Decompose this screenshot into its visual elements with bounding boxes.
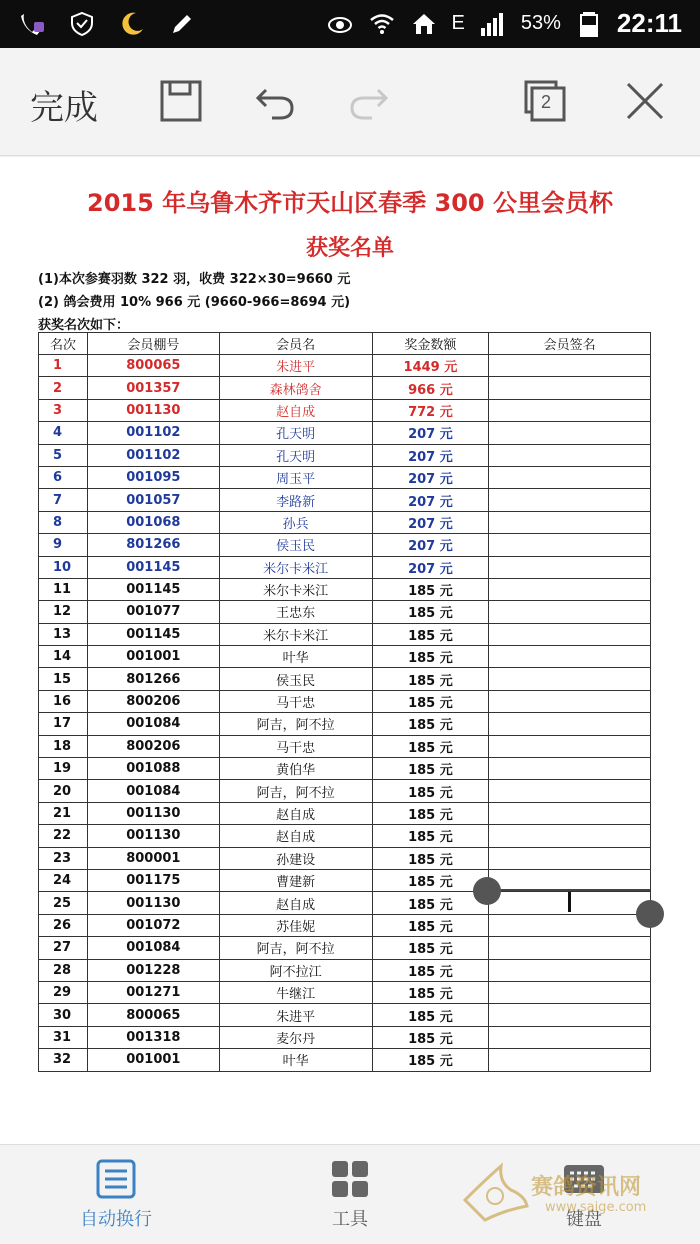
member-id-cell: 001145	[87, 623, 219, 645]
save-icon[interactable]	[158, 78, 204, 124]
rank-cell: 27	[39, 937, 88, 959]
rank-cell: 14	[39, 646, 88, 668]
member-id-cell: 001084	[87, 780, 219, 802]
rank-cell: 10	[39, 556, 88, 578]
close-icon[interactable]	[622, 78, 668, 124]
rank-cell: 18	[39, 735, 88, 757]
word-wrap-label: 自动换行	[80, 1209, 152, 1230]
table-row	[39, 355, 651, 377]
table-row	[39, 713, 651, 735]
battery-percent: 53%	[520, 12, 561, 34]
note-line: (1)本次参赛羽数 322 羽，收费 322×30=9660 元	[38, 272, 351, 287]
header-rank: 名次	[39, 333, 88, 355]
prize-cell: 185 元	[372, 713, 489, 735]
signature-cell	[489, 668, 651, 690]
member-name-cell: 马干忠	[219, 690, 372, 712]
signature-cell	[489, 511, 651, 533]
shield-icon	[68, 10, 96, 38]
rank-cell: 3	[39, 399, 88, 421]
prize-cell: 207 元	[372, 556, 489, 578]
member-name-cell: 米尔卡米江	[219, 578, 372, 600]
prize-cell: 185 元	[372, 937, 489, 959]
rank-cell: 16	[39, 690, 88, 712]
member-id-cell: 801266	[87, 668, 219, 690]
selection-start-handle[interactable]	[473, 877, 501, 905]
table-row	[39, 444, 651, 466]
member-name-cell: 黄伯华	[219, 758, 372, 780]
wifi-icon	[368, 10, 396, 38]
rank-cell: 4	[39, 422, 88, 444]
member-id-cell: 800001	[87, 847, 219, 869]
watermark	[455, 1160, 695, 1230]
rank-cell: 31	[39, 1026, 88, 1048]
note-line: (2) 鸽会费用 10% 966 元 (9660-966=8694 元)	[38, 295, 351, 310]
member-id-cell: 800206	[87, 735, 219, 757]
status-bar	[0, 0, 700, 48]
prize-cell: 185 元	[372, 959, 489, 981]
rank-cell: 28	[39, 959, 88, 981]
table-row	[39, 534, 651, 556]
rank-cell: 8	[39, 511, 88, 533]
member-name-cell: 王忠东	[219, 601, 372, 623]
table-row	[39, 802, 651, 824]
member-name-cell: 阿吉，阿不拉	[219, 713, 372, 735]
member-id-cell: 001084	[87, 713, 219, 735]
member-id-cell: 001077	[87, 601, 219, 623]
table-row	[39, 892, 651, 914]
signature-cell	[489, 780, 651, 802]
rank-cell: 11	[39, 578, 88, 600]
rank-cell: 1	[39, 355, 88, 377]
member-id-cell: 001271	[87, 981, 219, 1003]
signature-cell	[489, 444, 651, 466]
prize-cell: 772 元	[372, 399, 489, 421]
table-row	[39, 511, 651, 533]
signature-cell	[489, 466, 651, 488]
member-name-cell: 麦尔丹	[219, 1026, 372, 1048]
member-name-cell: 侯玉民	[219, 668, 372, 690]
prize-cell: 207 元	[372, 534, 489, 556]
member-id-cell: 001068	[87, 511, 219, 533]
table-row	[39, 489, 651, 511]
table-row	[39, 959, 651, 981]
home-icon	[410, 10, 438, 38]
rank-cell: 19	[39, 758, 88, 780]
member-id-cell: 800065	[87, 1004, 219, 1026]
signal-icon	[479, 10, 507, 38]
prize-cell: 185 元	[372, 668, 489, 690]
member-id-cell: 001057	[87, 489, 219, 511]
member-name-cell: 牛继江	[219, 981, 372, 1003]
signature-cell	[489, 534, 651, 556]
member-id-cell: 001084	[87, 937, 219, 959]
signature-cell	[489, 959, 651, 981]
call-forward-icon	[18, 10, 46, 38]
rank-cell: 12	[39, 601, 88, 623]
signature-cell	[489, 847, 651, 869]
table-row	[39, 668, 651, 690]
member-id-cell: 001001	[87, 1049, 219, 1071]
member-id-cell: 001357	[87, 377, 219, 399]
member-id-cell: 001228	[87, 959, 219, 981]
prize-cell: 185 元	[372, 780, 489, 802]
rank-cell: 15	[39, 668, 88, 690]
table-row	[39, 466, 651, 488]
rank-cell: 30	[39, 1004, 88, 1026]
header-prize: 奖金数额	[372, 333, 489, 355]
eye-icon	[326, 10, 354, 38]
redo-icon[interactable]	[346, 78, 392, 124]
header-member-id: 会员棚号	[87, 333, 219, 355]
member-name-cell: 朱进平	[219, 355, 372, 377]
awards-table	[38, 332, 651, 1072]
member-id-cell: 001175	[87, 869, 219, 891]
member-id-cell: 001318	[87, 1026, 219, 1048]
watermark-text: 赛鸽资讯网	[531, 1175, 642, 1200]
rank-cell: 17	[39, 713, 88, 735]
member-name-cell: 阿吉，阿不拉	[219, 780, 372, 802]
prize-cell: 185 元	[372, 758, 489, 780]
table-row	[39, 825, 651, 847]
prize-cell: 1449 元	[372, 355, 489, 377]
table-row	[39, 1049, 651, 1071]
signature-cell	[489, 646, 651, 668]
page-count-badge: 2	[541, 92, 552, 112]
signature-cell	[489, 1026, 651, 1048]
signature-cell	[489, 690, 651, 712]
tools-button[interactable]	[290, 1159, 410, 1231]
text-cursor	[568, 892, 571, 912]
done-button[interactable]: 完成	[30, 88, 98, 128]
member-name-cell: 米尔卡米江	[219, 556, 372, 578]
table-row	[39, 556, 651, 578]
table-row	[39, 377, 651, 399]
member-name-cell: 叶华	[219, 1049, 372, 1071]
member-id-cell: 001102	[87, 422, 219, 444]
signature-cell	[489, 422, 651, 444]
table-row	[39, 735, 651, 757]
signature-cell	[489, 825, 651, 847]
signature-cell	[489, 802, 651, 824]
undo-icon[interactable]	[252, 78, 298, 124]
rank-cell: 26	[39, 914, 88, 936]
editor-toolbar	[0, 48, 700, 156]
prize-cell: 185 元	[372, 847, 489, 869]
signature-cell	[489, 735, 651, 757]
member-name-cell: 赵自成	[219, 892, 372, 914]
prize-cell: 966 元	[372, 377, 489, 399]
table-row	[39, 780, 651, 802]
table-row	[39, 399, 651, 421]
document-subtitle: 获奖名单	[305, 236, 394, 261]
signature-cell	[489, 1049, 651, 1071]
keyboard-label: 键盘	[566, 1209, 602, 1230]
rank-cell: 2	[39, 377, 88, 399]
prize-cell: 185 元	[372, 735, 489, 757]
signature-cell	[489, 1004, 651, 1026]
member-name-cell: 马干忠	[219, 735, 372, 757]
member-name-cell: 苏佳妮	[219, 914, 372, 936]
signature-cell	[489, 937, 651, 959]
note-line: 获奖名次如下：	[38, 318, 130, 333]
rank-cell: 5	[39, 444, 88, 466]
prize-cell: 185 元	[372, 646, 489, 668]
prize-cell: 185 元	[372, 1004, 489, 1026]
table-row	[39, 981, 651, 1003]
pigeon-logo-icon	[455, 1160, 531, 1226]
rank-cell: 29	[39, 981, 88, 1003]
signature-cell	[489, 377, 651, 399]
signature-cell	[489, 981, 651, 1003]
rank-cell: 13	[39, 623, 88, 645]
signature-cell	[489, 578, 651, 600]
member-name-cell: 李路新	[219, 489, 372, 511]
rank-cell: 23	[39, 847, 88, 869]
signature-cell	[489, 623, 651, 645]
member-id-cell: 001095	[87, 466, 219, 488]
member-id-cell: 001130	[87, 825, 219, 847]
signature-cell	[489, 355, 651, 377]
member-name-cell: 米尔卡米江	[219, 623, 372, 645]
table-row	[39, 1026, 651, 1048]
clock: 22:11	[616, 8, 682, 38]
document-page[interactable]	[0, 157, 700, 1144]
member-name-cell: 赵自成	[219, 825, 372, 847]
prize-cell: 185 元	[372, 623, 489, 645]
member-id-cell: 001072	[87, 914, 219, 936]
member-id-cell: 001001	[87, 646, 219, 668]
prize-cell: 207 元	[372, 466, 489, 488]
member-name-cell: 孔天明	[219, 422, 372, 444]
prize-cell: 185 元	[372, 802, 489, 824]
table-row	[39, 937, 651, 959]
rank-cell: 32	[39, 1049, 88, 1071]
member-name-cell: 孙兵	[219, 511, 372, 533]
table-row	[39, 623, 651, 645]
document-title: 2015 年乌鲁木齐市天山区春季 300 公里会员杯	[87, 189, 613, 217]
rank-cell: 22	[39, 825, 88, 847]
prize-cell: 185 元	[372, 690, 489, 712]
header-member-name: 会员名	[219, 333, 372, 355]
rank-cell: 21	[39, 802, 88, 824]
tools-grid-icon	[328, 1159, 372, 1199]
network-type: E	[451, 12, 465, 34]
signature-cell	[489, 601, 651, 623]
member-id-cell: 001145	[87, 578, 219, 600]
signature-cell	[489, 399, 651, 421]
word-wrap-icon	[94, 1159, 138, 1199]
member-name-cell: 赵自成	[219, 399, 372, 421]
prize-cell: 185 元	[372, 1049, 489, 1071]
member-id-cell: 001130	[87, 802, 219, 824]
member-id-cell: 001130	[87, 399, 219, 421]
selection-end-handle[interactable]	[636, 900, 664, 928]
table-row	[39, 601, 651, 623]
watermark-url: www.saige.com	[545, 1200, 647, 1215]
table-row	[39, 646, 651, 668]
table-row	[39, 847, 651, 869]
signature-cell	[489, 914, 651, 936]
member-id-cell: 001145	[87, 556, 219, 578]
member-name-cell: 叶华	[219, 646, 372, 668]
rank-cell: 25	[39, 892, 88, 914]
member-name-cell: 森林鸽舍	[219, 377, 372, 399]
pages-button[interactable]	[522, 78, 568, 124]
selection-line	[500, 889, 650, 891]
table-row	[39, 914, 651, 936]
member-id-cell: 001102	[87, 444, 219, 466]
table-row	[39, 1004, 651, 1026]
signature-cell	[489, 758, 651, 780]
member-id-cell: 001088	[87, 758, 219, 780]
rank-cell: 7	[39, 489, 88, 511]
member-id-cell: 001130	[87, 892, 219, 914]
pencil-icon	[168, 10, 196, 38]
rank-cell: 6	[39, 466, 88, 488]
battery-icon	[575, 10, 603, 38]
prize-cell: 185 元	[372, 914, 489, 936]
prize-cell: 185 元	[372, 601, 489, 623]
prize-cell: 185 元	[372, 578, 489, 600]
header-signature: 会员签名	[489, 333, 651, 355]
rank-cell: 20	[39, 780, 88, 802]
prize-cell: 185 元	[372, 1026, 489, 1048]
member-id-cell: 801266	[87, 534, 219, 556]
signature-cell	[489, 489, 651, 511]
signature-cell	[489, 713, 651, 735]
prize-cell: 207 元	[372, 422, 489, 444]
member-id-cell: 800065	[87, 355, 219, 377]
moon-icon	[118, 10, 146, 38]
prize-cell: 207 元	[372, 444, 489, 466]
member-name-cell: 孙建设	[219, 847, 372, 869]
table-header-row	[39, 333, 651, 355]
member-name-cell: 孔天明	[219, 444, 372, 466]
table-row	[39, 690, 651, 712]
signature-cell	[489, 556, 651, 578]
member-name-cell: 阿不拉江	[219, 959, 372, 981]
member-name-cell: 周玉平	[219, 466, 372, 488]
member-name-cell: 侯玉民	[219, 534, 372, 556]
word-wrap-button[interactable]	[56, 1159, 176, 1231]
table-row	[39, 578, 651, 600]
prize-cell: 185 元	[372, 981, 489, 1003]
tools-label: 工具	[332, 1209, 368, 1230]
prize-cell: 185 元	[372, 825, 489, 847]
member-id-cell: 800206	[87, 690, 219, 712]
table-body	[39, 355, 651, 1072]
table-row	[39, 422, 651, 444]
prize-cell: 207 元	[372, 489, 489, 511]
rank-cell: 24	[39, 869, 88, 891]
member-name-cell: 阿吉，阿不拉	[219, 937, 372, 959]
member-name-cell: 朱进平	[219, 1004, 372, 1026]
member-name-cell: 曹建新	[219, 869, 372, 891]
prize-cell: 207 元	[372, 511, 489, 533]
prize-cell: 185 元	[372, 892, 489, 914]
rank-cell: 9	[39, 534, 88, 556]
member-name-cell: 赵自成	[219, 802, 372, 824]
table-row	[39, 758, 651, 780]
prize-cell: 185 元	[372, 869, 489, 891]
